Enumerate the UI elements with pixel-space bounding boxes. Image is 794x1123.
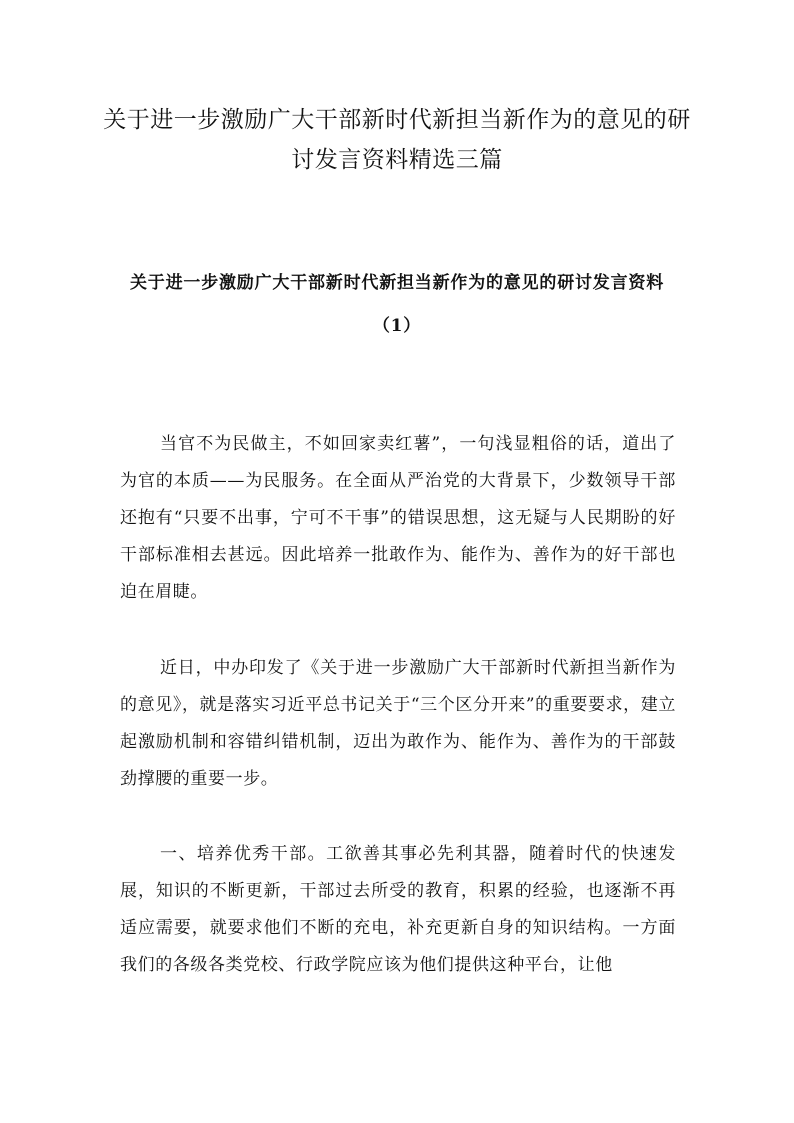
body-paragraph-2: 近日，中办印发了《关于进一步激励广大干部新时代新担当新作为的意见》，就是落实习近平总书记关于“三个区分开来”的重要要求，建立起激励机制和容错纠错机制，迈出为敢作为、能作为、善作为的干部鼓劲撑腰的重要一步。	[120, 658, 676, 789]
body-paragraph-3: 一、培养优秀干部。工欲善其事必先利其器，随着时代的快速发展，知识的不断更新，干部过去所受的教育，积累的经验，也逐渐不再适应需要，就要求他们不断的充电，补充更新自身的知识结构。一方面我们的各级各类党校、行政学院应该为他们提供这种平台，让他	[120, 844, 676, 975]
body-paragraph-1: 当官不为民做主，不如回家卖红薯”，一句浅显粗俗的话，道出了为官的本质——为民服务。在全面从严治党的大背景下，少数领导干部还抱有“只要不出事，宁可不干事”的错误思想，这无疑与人民期盼的好干部标准相去甚远。因此培养一批敢作为、能作为、善作为的好干部也迫在眉睫。	[120, 434, 676, 602]
document-title: 关于进一步激励广大干部新时代新担当新作为的意见的研讨发言资料精选三篇	[103, 107, 691, 173]
section-title: 关于进一步激励广大干部新时代新担当新作为的意见的研讨发言资料（1）	[130, 273, 664, 336]
